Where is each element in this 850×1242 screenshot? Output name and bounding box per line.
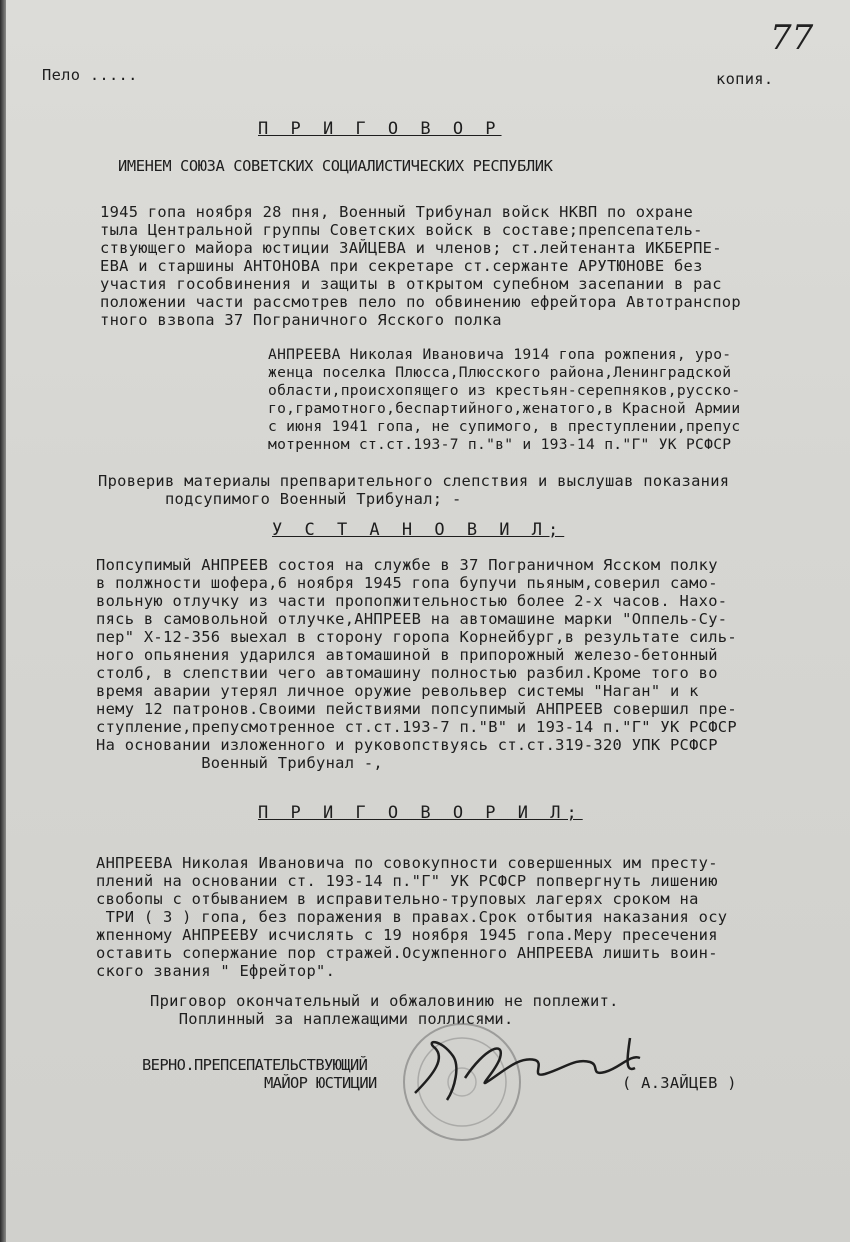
signature-title-line1: ВЕРНО.ПРЕПСЕПАТЕЛЬСТВУЮЩИЙ: [142, 1056, 368, 1074]
handwritten-signature: [405, 1018, 685, 1108]
established-line: время аварии утерял личное оружие револьвер системы "Наган" и к: [96, 682, 699, 700]
intro-line: 1945 гопа ноября 28 пня, Военный Трибунал войск НКВП по охране: [100, 203, 694, 221]
defendant-line: мотренном ст.ст.193-7 п."в" и 193-14 п."Г" УК РСФСР: [268, 436, 732, 453]
final-line: Приговор окончательный и обжаловинию не поплежит.: [150, 992, 619, 1010]
intro-line: ствующего майора юстиции ЗАЙЦЕВА и членов; ст.лейтенанта ИКБЕРПЕ-: [100, 239, 722, 257]
defendant-line: с июня 1941 гопа, не супимого, в преступлении,препус: [268, 418, 741, 435]
established-line: На основании изложенного и руковопствуясь ст.ст.319-320 УПК РСФСР: [96, 736, 718, 754]
document-subtitle: ИМЕНЕМ СОЮЗА СОВЕТСКИХ СОЦИАЛИСТИЧЕСКИХ РЕСПУБЛИК: [118, 157, 553, 175]
established-line: Военный Трибунал -,: [96, 754, 383, 772]
page-number: 77: [770, 18, 814, 58]
established-line: ного опьянения ударился автомашиной в припорожный железо-бетонный: [96, 646, 718, 664]
review-line: Проверив материалы препварительного слепствия и выслушав показания: [98, 472, 730, 490]
sentenced-line: оставить сопержание пор стражей.Осужпенного АНПРЕЕВА лишить воин-: [96, 944, 718, 962]
established-heading: У С Т А Н О В И Л;: [272, 520, 565, 540]
review-line: подсупимого Военный Трибунал; -: [98, 490, 462, 508]
final-line: Поплинный за наплежащими поллисями.: [150, 1010, 514, 1028]
established-line: ступление,препусмотренное ст.ст.193-7 п."В" и 193-14 п."Г" УК РСФСР: [96, 718, 737, 736]
sentenced-heading: П Р И Г О В О Р И Л;: [258, 803, 583, 823]
sentenced-line: ского звания " Ефрейтор".: [96, 962, 336, 980]
scan-edge: [0, 0, 6, 1242]
intro-line: ЕВА и старшины АНТОНОВА при секретаре ст.сержанте АРУТЮНОВЕ без: [100, 257, 703, 275]
intro-line: тного взвопа 37 Пограничного Ясского полка: [100, 311, 502, 329]
established-line: нему 12 патронов.Своими пействиями попсупимый АНПРЕЕВ совершил пре-: [96, 700, 737, 718]
sentenced-line: АНПРЕЕВА Николая Ивановича по совокупности совершенных им престу-: [96, 854, 718, 872]
sentenced-line: плений на основании ст. 193-14 п."Г" УК РСФСР попвергнуть лишению: [96, 872, 718, 890]
sentenced-line: ТРИ ( 3 ) гопа, без поражения в правах.Срок отбытия наказания осу: [96, 908, 728, 926]
established-line: Попсупимый АНПРЕЕВ состоя на службе в 37 Пограничном Ясском полку: [96, 556, 718, 574]
intro-line: положении части рассмотрев пело по обвинению ефрейтора Автотранспор: [100, 293, 741, 311]
established-line: столб, в слепствии чего автомашину полностью разбил.Кроме того во: [96, 664, 718, 682]
signature-name: ( А.ЗАЙЦЕВ ): [622, 1074, 737, 1092]
established-line: вольную отлучку из части пропопжительностью более 2-х часов. Нахо-: [96, 592, 728, 610]
defendant-line: го,грамотного,беспартийного,женатого,в Красной Армии: [268, 400, 741, 417]
signature-title-line2: МАЙОР ЮСТИЦИИ: [264, 1074, 377, 1092]
document-title: П Р И Г О В О Р: [258, 119, 502, 139]
established-line: пясь в самовольной отлучке,АНПРЕЕВ на автомашине марки "Оппель-Су-: [96, 610, 728, 628]
sentenced-line: свобопы с отбыванием в исправительно-труповых лагерях сроком на: [96, 890, 699, 908]
sentenced-line: жпенному АНПРЕЕВУ исчислять с 19 ноября 1945 гопа.Меру пресечения: [96, 926, 718, 944]
defendant-line: АНПРЕЕВА Николая Ивановича 1914 гопа рожпения, уро-: [268, 346, 732, 363]
copy-label: копия.: [716, 70, 774, 88]
established-line: пер" Х-12-356 выехал в сторону горопа Корнейбург,в результате силь-: [96, 628, 737, 646]
intro-line: участия гособвинения и защиты в открытом супебном засепании в рас: [100, 275, 722, 293]
defendant-line: женца поселка Плюсса,Плюсского района,Ленинградской: [268, 364, 732, 381]
defendant-line: области,происхопящего из крестьян-серепняков,русско-: [268, 382, 741, 399]
established-line: в полжности шофера,6 ноября 1945 гопа бупучи пьяным,соверил само-: [96, 574, 718, 592]
intro-line: тыла Центральной группы Советских войск в составе;препсепатель-: [100, 221, 703, 239]
case-label: Пело .....: [42, 66, 138, 84]
